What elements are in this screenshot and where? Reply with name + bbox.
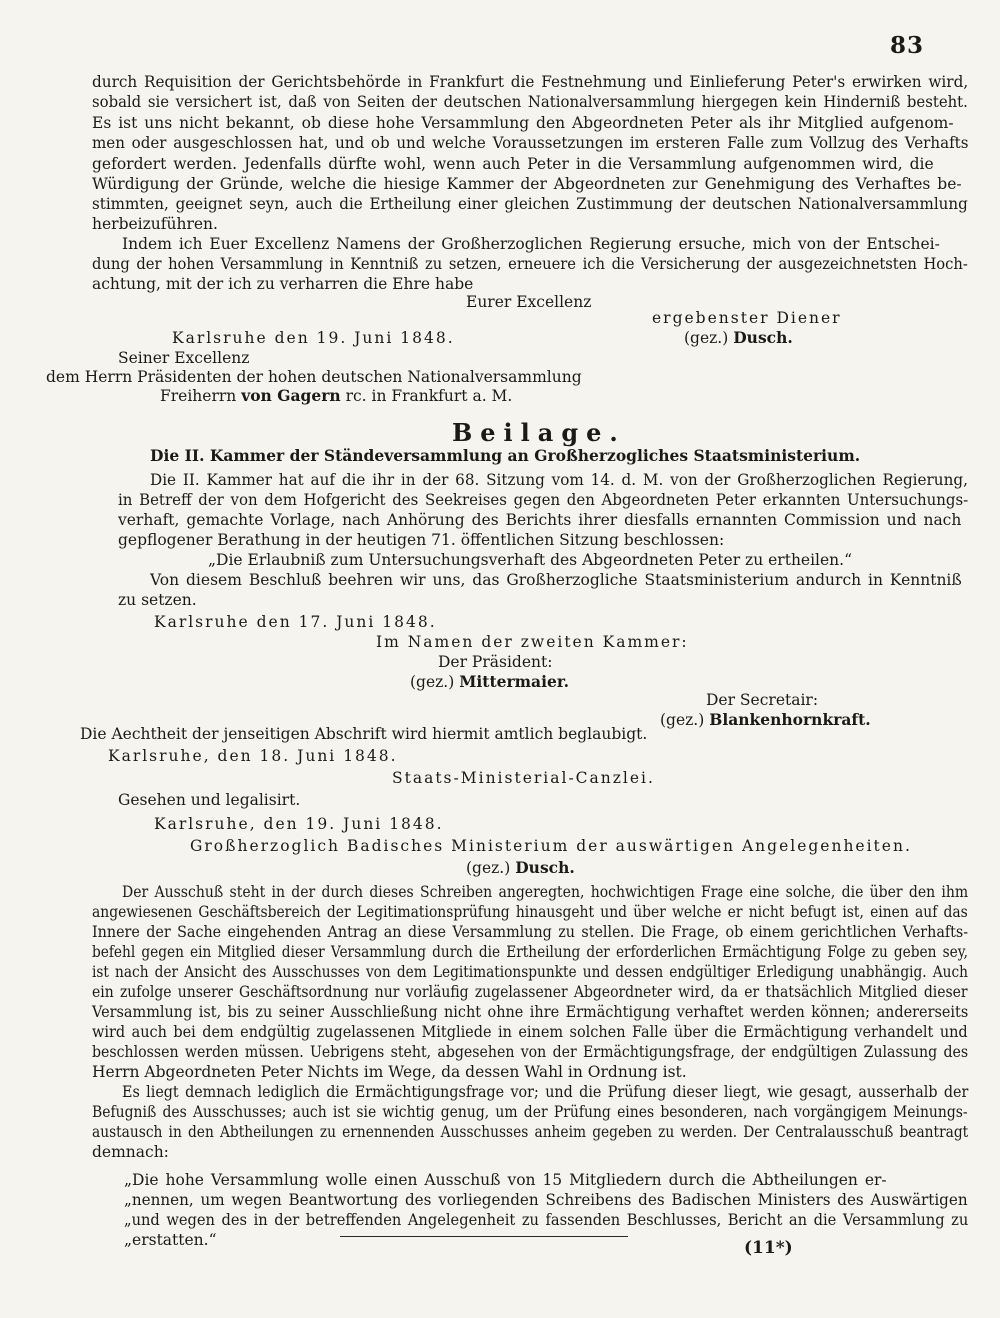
- letter-line: dung der hohen Versammlung in Kenntniß zu setzen, erneuere ich die Versicherung der ausgezeichnetsten Hoch-: [92, 255, 968, 273]
- beilage-body-line: in Betreff der von dem Hofgericht des Seekreises gegen den Abgeordneten Peter erkannten Untersuchungs-: [118, 491, 969, 509]
- signature-prefix: (gez.): [410, 673, 455, 691]
- address-line: dem Herrn Präsidenten der hohen deutschen Nationalversammlung: [46, 368, 582, 386]
- letter-line: Indem ich Euer Excellenz Namens der Großherzoglichen Regierung ersuche, mich von der Entschei-: [122, 235, 940, 253]
- page-number: 83: [890, 32, 925, 59]
- certification-date: Karlsruhe, den 18. Juni 1848.: [108, 747, 398, 765]
- footer-rule: [340, 1236, 628, 1237]
- committee-line: Herrn Abgeordneten Peter Nichts im Wege, da dessen Wahl in Ordnung ist.: [92, 1063, 687, 1081]
- letter-line: gefordert werden. Jedenfalls dürfte wohl, wenn auch Peter in die Versammlung aufgenommen wird, die: [92, 155, 934, 173]
- letter-line: herbeizuführen.: [92, 215, 218, 233]
- committee-line: Befugniß des Ausschusses; auch ist sie wichtig genug, um der Prüfung eines besonderen, nach vorgängigem Meinungs-: [92, 1103, 968, 1121]
- beilage-quote: „Die Erlaubniß zum Untersuchungsverhaft des Abgeordneten Peter zu ertheilen.“: [208, 551, 853, 569]
- committee-line: ein zufolge unserer Geschäftsordnung nur vorläufig zugelassener Abgeordneter wird, da er thatsächlich Mitglied dieser: [92, 983, 968, 1001]
- signature-name: Blankenhornkraft.: [709, 710, 871, 729]
- letter-line: achtung, mit der ich zu verharren die Ehre habe: [92, 275, 474, 293]
- beilage-notice-line: Von diesem Beschluß beehren wir uns, das Großherzogliche Staatsministerium andurch in Kenntniß: [150, 571, 962, 589]
- signature-name: Dusch.: [515, 858, 575, 877]
- committee-line: Innere der Sache eingehenden Antrag an diese Versammlung zu stellen. Die Frage, ob einem gerichtlichen Verhafts-: [92, 923, 969, 941]
- signature-prefix: (gez.): [660, 711, 705, 729]
- closing-ergebenster: ergebenster Diener: [652, 309, 842, 327]
- beilage-body-line: gepflogener Berathung in der heutigen 71. öffentlichen Sitzung beschlossen:: [118, 531, 725, 549]
- letter-line: Es ist uns nicht bekannt, ob diese hohe Versammlung den Abgeordneten Peter als ihr Mitglied aufgenom-: [92, 114, 954, 132]
- beilage-subheading: Die II. Kammer der Ständeversammlung an Großherzogliches Staatsministerium.: [150, 446, 861, 465]
- beilage-notice-line: zu setzen.: [118, 591, 197, 609]
- motion-line: „nennen, um wegen Beantwortung des vorliegenden Schreibens des Badischen Ministers des Auswärtigen: [124, 1191, 968, 1209]
- closing-place-date: Karlsruhe den 19. Juni 1848.: [172, 329, 455, 347]
- closing-salutation: Eurer Excellenz: [466, 293, 592, 311]
- letter-line: sobald sie versichert ist, daß von Seiten der deutschen Nationalversammlung hiergegen kein Hinderniß besteht.: [92, 93, 968, 111]
- committee-line: Es liegt demnach lediglich die Ermächtigungsfrage vor; und die Prüfung dieser liegt, wie gesagt, ausserhalb der: [122, 1083, 969, 1101]
- committee-line: Versammlung ist, bis zu seiner Ausschließung nicht ohne ihre Ermächtigung verhaftet werden können; andererseits: [92, 1003, 969, 1021]
- signature-name: Mittermaier.: [459, 672, 569, 691]
- letter-line: Würdigung der Gründe, welche die hiesige Kammer der Abgeordneten zur Genehmigung des Verhaftes be-: [92, 175, 962, 193]
- letter-line: stimmten, geeignet seyn, auch die Ertheilung einer gleichen Zustimmung der deutschen Nationalversammlung: [92, 195, 968, 213]
- beilage-secretair-signature: [660, 710, 871, 730]
- certification-office: Staats-Ministerial-Canzlei.: [392, 769, 655, 787]
- committee-line: beschlossen werden müssen. Uebrigens steht, abgesehen von der Ermächtigungsfrage, der endgültigen Zulassung des: [92, 1043, 969, 1061]
- address-line: [160, 386, 512, 406]
- certification-date2: Karlsruhe, den 19. Juni 1848.: [154, 815, 444, 833]
- committee-line: austausch in den Abtheilungen zu ernennenden Ausschusses anheim gegeben zu werden. Der Centralausschuß beantragt: [92, 1123, 969, 1141]
- signature-prefix: (gez.): [684, 329, 729, 347]
- certification-ministry: Großherzoglich Badisches Ministerium der auswärtigen Angelegenheiten.: [190, 837, 912, 855]
- committee-line: befehl gegen ein Mitglied dieser Versammlung durch die Ertheilung der erforderlichen Ermächtigung Folge zu geben sey,: [92, 943, 968, 961]
- certification-text: Die Aechtheit der jenseitigen Abschrift wird hiermit amtlich beglaubigt.: [80, 725, 648, 743]
- closing-signature: [684, 328, 793, 348]
- beilage-body-line: Die II. Kammer hat auf die ihr in der 68. Sitzung vom 14. d. M. von der Großherzoglichen Regierung,: [150, 471, 968, 489]
- letter-line: men oder ausgeschlossen hat, und ob und welche Voraussetzungen im ersteren Falle zum Vollzug des Verhafts: [92, 134, 969, 152]
- address-title: Freiherrn: [160, 387, 237, 405]
- motion-line: „Die hohe Versammlung wolle einen Ausschuß von 15 Mitgliedern durch die Abtheilungen er-: [124, 1171, 887, 1189]
- signature-name: Dusch.: [733, 328, 793, 347]
- committee-line: demnach:: [92, 1143, 169, 1161]
- signature-mark: (11*): [744, 1238, 793, 1258]
- committee-line: ist nach der Ansicht des Ausschusses von dem Legitimationspunkte und dessen endgültiger Erledigung unabhängig. Auch: [92, 963, 968, 981]
- motion-line: „erstatten.“: [124, 1231, 217, 1249]
- committee-line: Der Ausschuß steht in der durch dieses Schreiben angeregten, hochwichtigen Frage eine solche, die über den ihm: [122, 883, 969, 901]
- committee-line: wird auch bei dem endgültig zugelassenen Mitgliede in einem solchen Falle über die Ermächtigung verhandelt und: [92, 1023, 968, 1041]
- beilage-date: Karlsruhe den 17. Juni 1848.: [154, 613, 437, 631]
- certification-gesehen: Gesehen und legalisirt.: [118, 791, 301, 809]
- beilage-body-line: verhaft, gemachte Vorlage, nach Anhörung des Berichts ihrer diesfalls ernannten Commission und nach: [118, 511, 962, 529]
- motion-line: „und wegen des in der betreffenden Angelegenheit zu fassenden Beschlusses, Bericht an die Versammlung zu: [124, 1211, 969, 1229]
- beilage-praesident-signature: [410, 672, 569, 692]
- address-name: von Gagern: [241, 386, 341, 405]
- certification-signature: [466, 858, 575, 878]
- address-line: Seiner Excellenz: [118, 349, 250, 367]
- beilage-secretair: Der Secretair:: [706, 691, 819, 709]
- signature-prefix: (gez.): [466, 859, 511, 877]
- beilage-heading: Beilage.: [452, 418, 626, 447]
- beilage-im-namen: Im Namen der zweiten Kammer:: [376, 633, 689, 651]
- address-rest: rc. in Frankfurt a. M.: [345, 387, 513, 405]
- letter-line: durch Requisition der Gerichtsbehörde in Frankfurt die Festnehmung und Einlieferung Peter's erwirken wird,: [92, 73, 969, 91]
- beilage-praesident: Der Präsident:: [438, 653, 553, 671]
- committee-line: angewiesenen Geschäftsbereich der Legitimationsprüfung hinausgeht und über welche er nicht befugt ist, einen auf das: [92, 903, 968, 921]
